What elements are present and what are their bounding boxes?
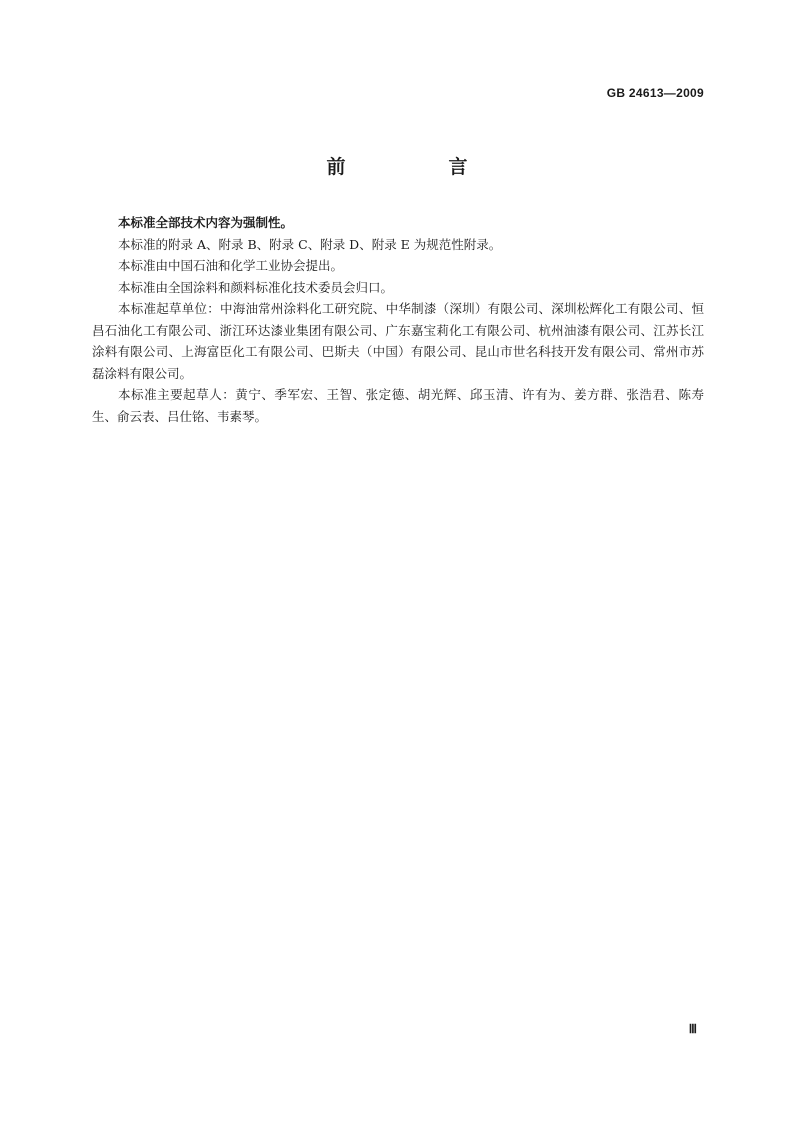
- foreword-body: [92, 212, 704, 427]
- page-title: 前 言: [326, 156, 510, 178]
- paragraph-drafters: 本标准主要起草人：黄宁、季军宏、王智、张定德、胡光辉、邱玉清、许有为、姜方群、张浩君、陈寿生、俞云表、吕仕铭、韦素琴。: [92, 387, 704, 424]
- paragraph-proposer: 本标准由中国石油和化学工业协会提出。: [118, 258, 344, 273]
- standard-code: GB 24613—2009: [606, 86, 704, 100]
- page-number: Ⅲ: [688, 1022, 697, 1036]
- paragraph-drafting-units: 本标准起草单位：中海油常州涂料化工研究院、中华制漆（深圳）有限公司、深圳松辉化工有限公司、恒昌石油化工有限公司、浙江环达漆业集团有限公司、广东嘉宝莉化工有限公司、杭州油漆有限公司、江苏长江涂料有限公司、上海富臣化工有限公司、巴斯夫（中国）有限公司、昆山市世名科技开发有限公司、常州市苏磊涂料有限公司。: [92, 301, 704, 381]
- paragraph-mandatory: 本标准全部技术内容为强制性。: [118, 215, 294, 230]
- paragraph-annexes: 本标准的附录 A、附录 B、附录 C、附录 D、附录 E 为规范性附录。: [118, 236, 502, 252]
- paragraph-committee: 本标准由全国涂料和颜料标准化技术委员会归口。: [118, 279, 394, 295]
